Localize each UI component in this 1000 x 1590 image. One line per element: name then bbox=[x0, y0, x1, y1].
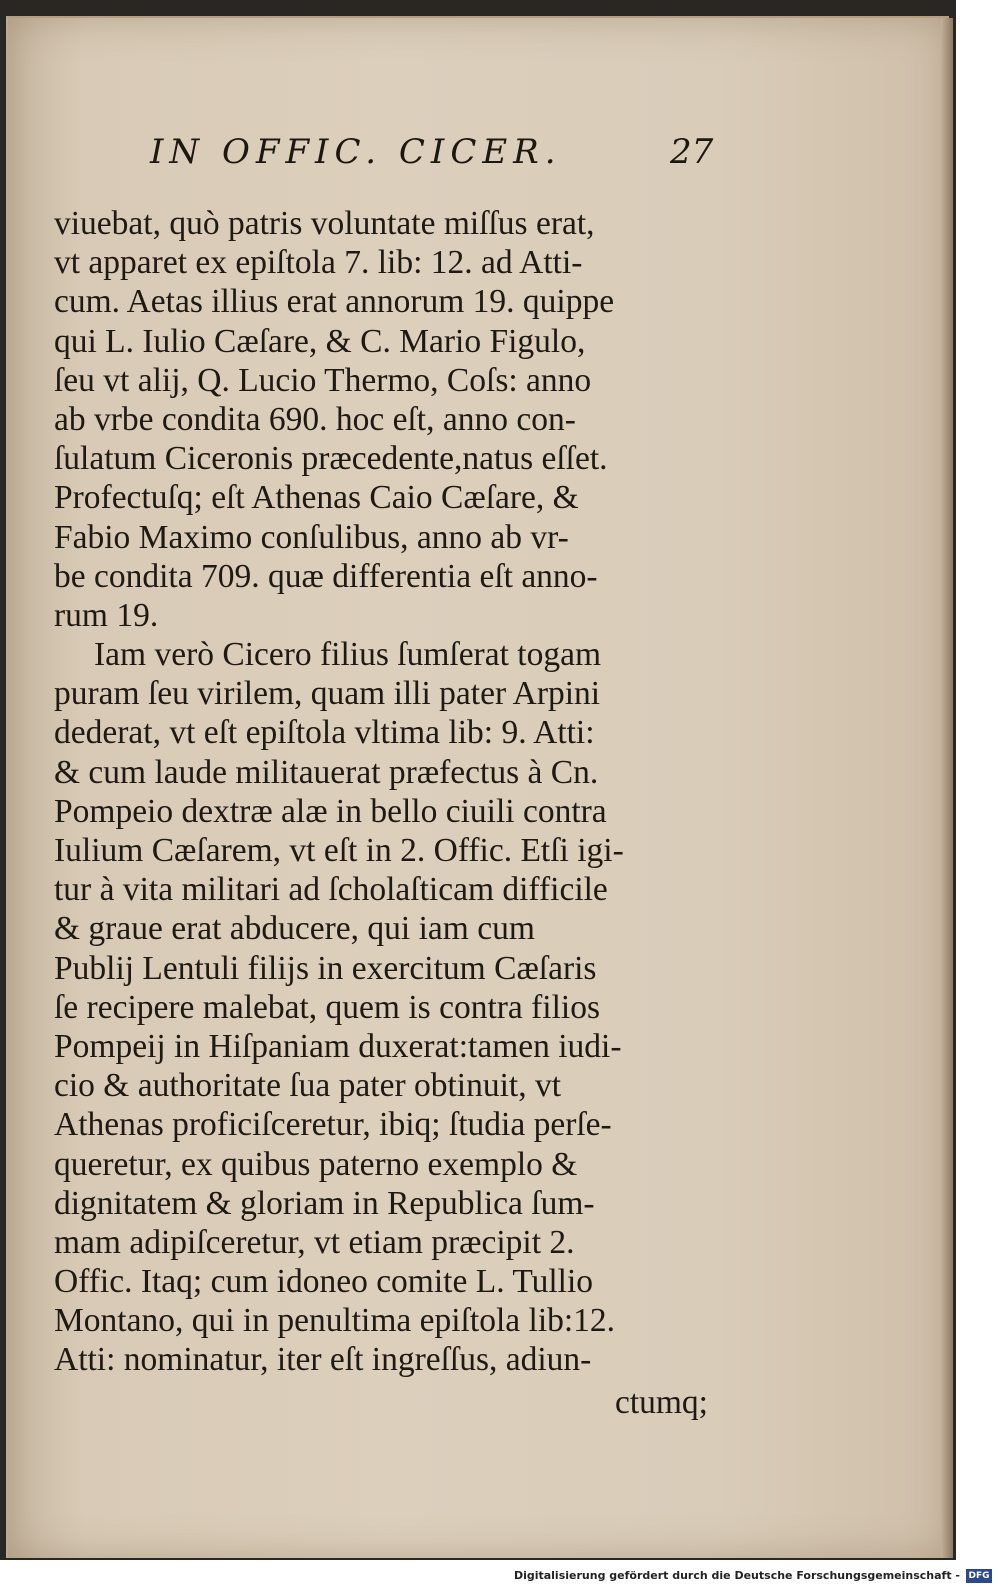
text-line: dederat, vt eſt epiſtola vltima lib: 9. Atti: bbox=[54, 714, 595, 752]
text-line: Pompeio dextræ alæ in bello ciuili contra bbox=[54, 792, 607, 830]
text-line: ab vrbe condita 690. hoc eſt, anno con- bbox=[54, 400, 576, 438]
text-line: ſulatum Ciceronis præcedente,natus eſſet. bbox=[54, 440, 608, 478]
text-line: ſeu vt alij, Q. Lucio Thermo, Coſs: anno bbox=[54, 361, 592, 399]
text-line: Montano, qui in penultima epiſtola lib:12. bbox=[54, 1302, 616, 1340]
running-head bbox=[150, 132, 714, 182]
text-line: Pompeij in Hiſpaniam duxerat:tamen iudi- bbox=[54, 1027, 622, 1065]
text-line: dignitatem & gloriam in Republica ſum- bbox=[54, 1184, 595, 1222]
text-line: cio & authoritate ſua pater obtinuit, vt bbox=[54, 1067, 562, 1105]
dfg-logo: DFG bbox=[966, 1569, 992, 1583]
running-head-title: IN OFFIC. CICER. bbox=[150, 132, 562, 172]
text-line: viuebat, quò patris voluntate miſſus erat, bbox=[54, 205, 595, 242]
text-line: tur à vita militari ad ſcholaſticam difficile bbox=[54, 871, 608, 909]
text-line: puram ſeu virilem, quam illi pater Arpini bbox=[54, 675, 601, 713]
text-line: Profectuſq; eſt Athenas Caio Cæſare, & bbox=[54, 479, 579, 517]
text-line: Fabio Maximo conſulibus, anno ab vr- bbox=[54, 518, 569, 556]
paragraph-start-line: Iam verò Cicero filius ſumſerat togam bbox=[94, 636, 601, 674]
text-line: Athenas proficiſceretur, ibiq; ſtudia perſe- bbox=[54, 1106, 612, 1144]
text-line: rum 19. bbox=[54, 596, 159, 634]
digitization-footer bbox=[0, 1564, 1000, 1590]
footer-credit-text: Digitalisierung gefördert durch die Deutsche Forschungsgemeinschaft - bbox=[513, 1569, 960, 1582]
text-line: qui L. Iulio Cæſare, & C. Mario Figulo, bbox=[54, 322, 586, 360]
page-number: 27 bbox=[670, 132, 714, 172]
text-line: vt apparet ex epiſtola 7. lib: 12. ad Atti- bbox=[54, 244, 583, 282]
text-line: be condita 709. quæ differentia eſt anno- bbox=[54, 557, 598, 595]
text-line: & graue erat abducere, qui iam cum bbox=[54, 910, 535, 948]
text-line: & cum laude militauerat præfectus à Cn. bbox=[54, 753, 599, 791]
text-line: queretur, ex quibus paterno exemplo & bbox=[54, 1145, 578, 1183]
text-line: ſe recipere malebat, quem is contra filios bbox=[54, 988, 601, 1026]
text-line: mam adipiſceretur, vt etiam præcipit 2. bbox=[54, 1223, 575, 1261]
text-line: Atti: nominatur, iter eſt ingreſſus, adiun- bbox=[54, 1341, 592, 1379]
catchword: ctumq; bbox=[614, 1384, 708, 1421]
text-line: Publij Lentuli filijs in exercitum Cæſaris bbox=[54, 949, 597, 987]
text-line: cum. Aetas illius erat annorum 19. quippe bbox=[54, 283, 615, 321]
body-text bbox=[54, 204, 704, 1380]
text-line: Offic. Itaq; cum idoneo comite L. Tullio bbox=[54, 1263, 594, 1301]
book-page bbox=[6, 16, 949, 1558]
text-line: Iulium Cæſarem, vt eſt in 2. Offic. Etſi igi- bbox=[54, 832, 624, 869]
